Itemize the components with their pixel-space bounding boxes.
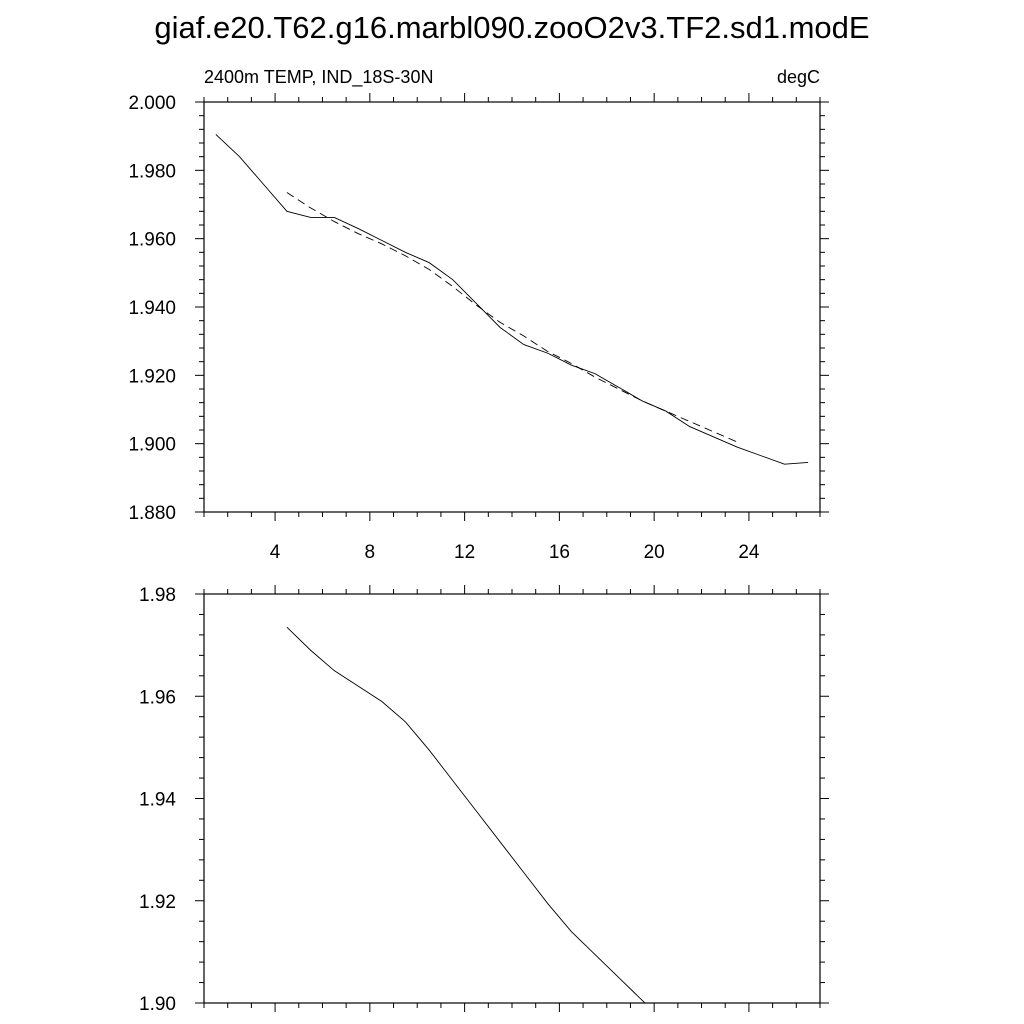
top-series-solid-line	[216, 134, 808, 464]
bottom-y-tick-label: 1.96	[139, 687, 176, 709]
top-plot-frame	[204, 102, 820, 512]
top-series-dashed-line	[287, 193, 737, 442]
top-panel-left-title: 2400m TEMP, IND_18S-30N	[204, 67, 434, 87]
top-y-tick-label: 1.980	[128, 161, 176, 183]
bottom-y-tick-label: 1.90	[139, 994, 176, 1015]
top-y-tick-label: 1.900	[128, 434, 176, 456]
bottom-plot-frame	[204, 594, 820, 1003]
top-x-tick-label: 20	[643, 542, 665, 563]
top-y-tick-label: 1.920	[128, 366, 176, 388]
bottom-panel	[139, 585, 829, 1024]
top-y-tick-label: 1.960	[128, 229, 176, 251]
top-x-tick-label: 4	[269, 542, 281, 563]
top-y-tick-label: 1.940	[128, 298, 176, 319]
top-x-tick-label: 24	[738, 542, 760, 563]
bottom-y-tick-label: 1.92	[139, 891, 176, 913]
top-panel	[128, 67, 829, 563]
top-x-tick-label: 8	[364, 542, 376, 563]
top-y-tick-label: 1.880	[128, 503, 176, 524]
top-x-tick-label: 12	[454, 542, 476, 563]
page-title: giaf.e20.T62.g16.marbl090.zooO2v3.TF2.sd1.modE	[154, 10, 870, 45]
bottom-y-tick-label: 1.98	[139, 585, 176, 606]
bottom-series-solid-line	[287, 627, 737, 1024]
bottom-y-tick-label: 1.94	[139, 789, 176, 811]
top-y-tick-label: 2.000	[128, 93, 176, 114]
top-x-tick-label: 16	[548, 542, 570, 563]
top-panel-right-title: degC	[776, 67, 820, 87]
